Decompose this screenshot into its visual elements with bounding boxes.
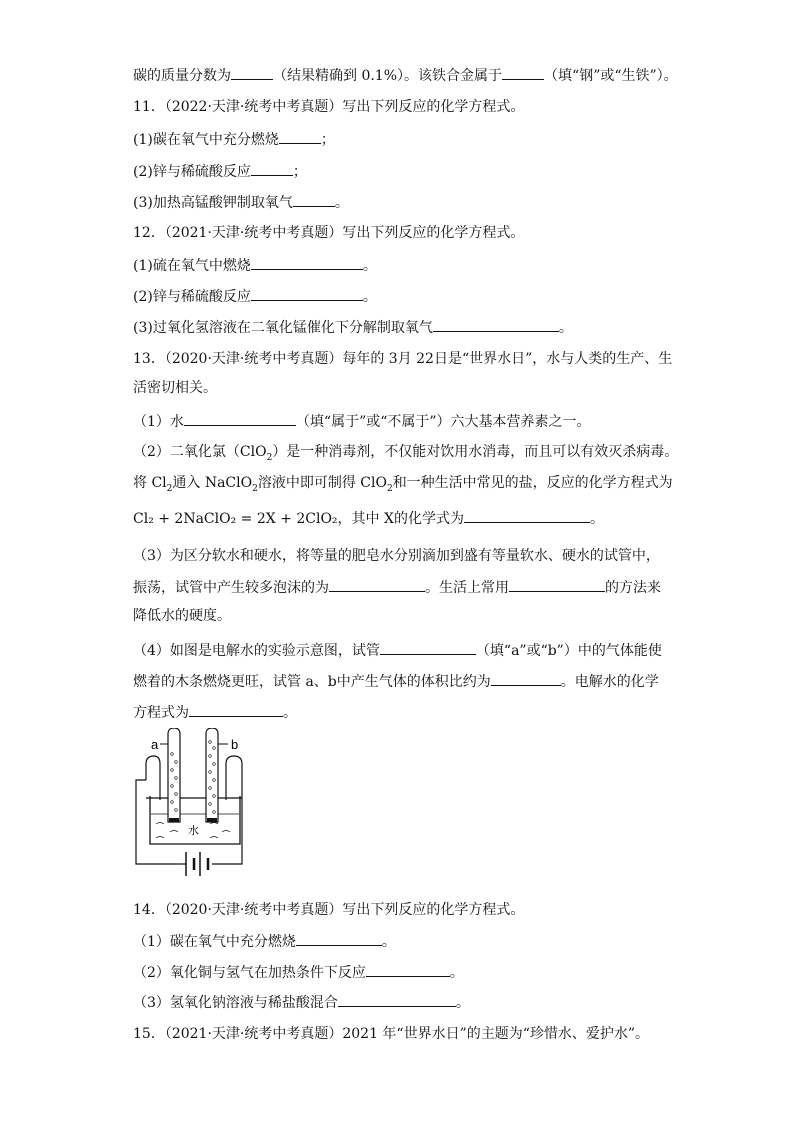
chemical-equation: Cl₂ + 2NaClO₂ = 2X + 2ClO₂	[133, 511, 338, 527]
text: 燃着的木条燃烧更旺，试管 a、b中产生气体的体积比约为	[133, 674, 491, 690]
subscript: 2	[266, 452, 273, 463]
q13-part1-tail: （填“属于”或“不属于”）六大基本营养素之一。	[295, 414, 591, 430]
q13-part2-text: （2）二氧化氯（ClO	[133, 444, 267, 460]
q13-equation-line	[133, 508, 604, 529]
answer-blank[interactable]	[464, 508, 590, 523]
q13-part4-line2	[133, 671, 659, 692]
q12-part3-text: (3)过氧化氢溶液在二氧化锰催化下分解制取氧气	[133, 320, 433, 336]
q12-part1-text: (1)硫在氧气中燃烧	[133, 258, 251, 274]
q10-text-a: 碳的质量分数为	[133, 68, 231, 84]
q12-part2-text: (2)锌与稀硫酸反应	[133, 289, 251, 305]
punct: ；	[292, 164, 307, 180]
text: （1）碳在氧气中充分燃烧	[133, 934, 296, 950]
punct: 。	[362, 258, 377, 274]
punct: 。	[283, 705, 297, 721]
q15-heading: 15．（2021·天津·统考中考真题）2021 年“世界水日”的主题为“珍惜水、爱护水”。	[133, 1026, 650, 1042]
test-tube-a	[168, 728, 180, 822]
text: 将 Cl	[133, 475, 167, 491]
subscript: 2	[166, 483, 173, 494]
answer-blank[interactable]	[251, 161, 293, 176]
q13-part1-text: （1）水	[133, 414, 184, 430]
answer-blank[interactable]	[329, 577, 425, 592]
answer-blank[interactable]	[251, 255, 363, 270]
text: （填“a”或“b”）中的气体能使	[475, 643, 662, 659]
text: （3）氢氧化钠溶液与稀盐酸混合	[133, 995, 338, 1011]
punct: 。	[455, 995, 470, 1011]
q11-part3-text: (3)加热高锰酸钾制取氧气	[133, 195, 293, 211]
q13-part2-line2	[133, 473, 673, 499]
text: 方程式为	[133, 705, 189, 721]
q13-part3-line3: 降低水的硬度。	[133, 608, 231, 624]
text: （4）如图是电解水的实验示意图，试管	[133, 643, 380, 659]
q13-part1	[133, 411, 591, 432]
answer-blank[interactable]	[502, 65, 544, 80]
electrode-b	[207, 818, 217, 822]
q13-heading-2: 活密切相关。	[133, 380, 217, 396]
q13-part2	[133, 442, 678, 468]
text: 通入 NaClO	[172, 475, 253, 491]
q14-heading: 14．（2020·天津·统考中考真题）写出下列反应的化学方程式。	[133, 902, 525, 918]
answer-blank[interactable]	[279, 129, 321, 144]
answer-blank[interactable]	[293, 192, 335, 207]
q12-part1	[133, 255, 377, 276]
q13-part3-line2	[133, 577, 661, 598]
answer-blank[interactable]	[366, 962, 450, 977]
circuit-wire	[146, 756, 160, 800]
q13-part2-tail: ）是一种消毒剂，不仅能对饮用水消毒，而且可以有效灭杀病毒。	[272, 444, 679, 460]
punct: 。	[362, 289, 377, 305]
answer-blank[interactable]	[189, 702, 283, 717]
answer-blank[interactable]	[491, 671, 561, 686]
tube-label-b: b	[231, 737, 239, 752]
text: 振荡，试管中产生较多泡沫的为	[133, 580, 329, 596]
q14-part1	[133, 931, 396, 952]
q11-heading: 11．（2022·天津·统考中考真题）写出下列反应的化学方程式。	[133, 99, 525, 115]
q11-part1-text: (1)碳在氧气中充分燃烧	[133, 132, 279, 148]
electrode-a	[169, 818, 179, 822]
punct: ；	[320, 132, 335, 148]
punct: 。	[589, 511, 604, 527]
punct: 。	[449, 965, 464, 981]
q12-part2	[133, 286, 377, 307]
q13-part3: （3）为区分软水和硬水，将等量的肥皂水分别滴加到盛有等量软水、硬水的试管中，	[133, 548, 660, 564]
answer-blank[interactable]	[433, 317, 559, 332]
q11-part2-text: (2)锌与稀硫酸反应	[133, 164, 251, 180]
answer-blank[interactable]	[380, 640, 476, 655]
subscript: 2	[386, 483, 393, 494]
text: （2）氧化铜与氢气在加热条件下反应	[133, 965, 366, 981]
answer-blank[interactable]	[296, 931, 382, 946]
text: 和一种生活中常见的盐，反应的化学方程式为	[392, 475, 673, 491]
subscript: 2	[252, 483, 258, 494]
punct: 。	[334, 195, 349, 211]
q10-tail-line	[133, 65, 678, 86]
punct: 。	[381, 934, 396, 950]
punct: 。	[558, 320, 573, 336]
q11-part3	[133, 192, 349, 213]
q12-part3	[133, 317, 573, 338]
tube-label-a: a	[151, 737, 159, 752]
q14-part3	[133, 992, 470, 1013]
text: 。生活上常用	[425, 580, 509, 596]
answer-blank[interactable]	[509, 577, 605, 592]
text: 的方法来	[605, 580, 661, 596]
text: 。电解水的化学	[560, 674, 659, 690]
q11-part2	[133, 161, 307, 182]
q14-part2	[133, 962, 464, 983]
q12-heading: 12．（2021·天津·统考中考真题）写出下列反应的化学方程式。	[133, 225, 525, 241]
answer-blank[interactable]	[251, 286, 363, 301]
q13-heading-1: 13．（2020·天津·统考中考真题）每年的 3月 22日是“世界水日”，水与人类的生产、生	[133, 351, 673, 367]
test-tube-b	[206, 728, 218, 822]
q10-text-c: （填“钢”或“生铁”）。	[544, 68, 678, 84]
water-label: 水	[188, 825, 199, 837]
q13-part4-line3	[133, 702, 297, 723]
answer-blank[interactable]	[184, 411, 296, 426]
answer-blank[interactable]	[338, 992, 456, 1007]
q13-part4	[133, 640, 662, 661]
q13-eq-tail: ，其中 X的化学式为	[337, 511, 464, 527]
answer-blank[interactable]	[231, 65, 273, 80]
text: 溶液中即可制得 ClO	[257, 475, 387, 491]
q10-text-b: （结果精确到 0.1%）。该铁合金属于	[273, 68, 503, 84]
electrolysis-diagram	[130, 728, 270, 888]
q11-part1	[133, 129, 335, 150]
